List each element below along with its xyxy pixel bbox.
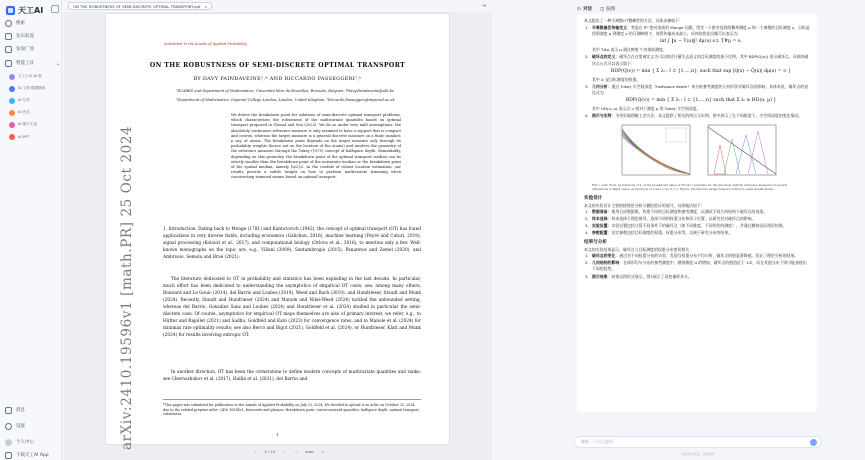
- pdf-viewer: [64, 0, 492, 460]
- list-item: [584, 25, 810, 53]
- item-title: 破坏点的定义: [592, 54, 616, 60]
- item-title: 破坏点的变化: [592, 253, 616, 259]
- sidebar-item-label: 搜索: [16, 21, 25, 26]
- affiliation-1: ¹ECARES and Department of Mathematics, Université libre de Bruxelles, Brussels, Belgium, ªDavy.Paindaveine@ulb.be: [176, 89, 395, 93]
- next-page-icon[interactable]: ›: [283, 448, 285, 454]
- document-tab-title: ON THE ROBUSTNESS OF SEMI-DISCRETE OPTIMAL TRANSPORT.pdf: [73, 3, 201, 9]
- answer-intro: 本文提出了一种半离散OT整峰性的方法，具体步骤如下：: [584, 18, 683, 23]
- item-text: ：为更好地理解上述方法，本文提供了相关的图示与实例，图中展示了在不同维度下，半空间深度的变化情况。: [611, 113, 803, 119]
- sidebar-item-label: 下载天工AI App: [16, 453, 49, 458]
- sidebar-item-label: 发布前置: [16, 34, 34, 39]
- sidebar-item-discover[interactable]: [5, 44, 59, 54]
- search-icon: [5, 20, 12, 27]
- chat-tabs: [577, 6, 615, 12]
- paper-authors: BY DAVY PAINDAVEINE¹,ª AND RICCARDO PASSEGGERI²,ᵇ: [193, 76, 362, 82]
- item-number: 1.: [585, 253, 589, 259]
- gear-icon: [5, 423, 12, 430]
- list-item: [584, 216, 810, 222]
- item-number: 4.: [585, 229, 589, 235]
- tool-item[interactable]: [9, 132, 59, 141]
- avatar: [5, 439, 12, 446]
- item-title: 几何分析: [592, 83, 608, 89]
- page-number: 1: [276, 432, 279, 437]
- list-item: [584, 274, 810, 280]
- chat-icon: ◷: [577, 6, 581, 12]
- item-number: 1.: [585, 25, 589, 31]
- zoom-in-icon[interactable]: +: [321, 448, 325, 454]
- section-heading: 结果与分析: [584, 240, 607, 246]
- sidebar-item-profile[interactable]: [5, 437, 59, 447]
- item-title: 样本选择: [592, 215, 608, 221]
- tab-mindmap[interactable]: [600, 6, 615, 12]
- item-number: 2.: [585, 260, 589, 266]
- item-text: ：样本选择于理论推导，选择不同的权重分布和原子位置，以研究其对破坏点的影响。: [607, 215, 756, 221]
- item-title: 半离散最优传输定义: [592, 25, 628, 31]
- brand-name: 天工AI: [18, 5, 44, 15]
- equation: inf ∫ ‖u − T(u)‖² dμ(u) s.t. T#μ = ν.: [659, 39, 743, 45]
- list-item: [584, 54, 810, 82]
- list-item: [584, 84, 810, 112]
- sidebar-item-label: 智能工具: [16, 61, 34, 66]
- tool-label: AI PPT: [18, 134, 30, 139]
- item-title: 数据准备: [592, 208, 608, 214]
- viewer-title-bar: [64, 0, 492, 12]
- phone-icon: [5, 452, 12, 459]
- intro-paragraph: The literature dedicated to OT in probability and statistics has been exploding in the last decade. In particular, much effort has been dedicated to understanding the asymptotics of empirical OT costs; see, among many others, Boissard and Le Gouic (2014), del Barrio and Loubes (2019), Weed and Bach (2019), and Hundrieser, Staudt and Munk (2024). Recently, Staudt and Hundrieser (2024) and Manole and Niles-Weed (2024) tackled the unbounded setting, whereas del Barrio, González Sanz and Loubes (2024) and Hundrieser et al. (2024) studied in particular the semi-discrete case. Of course, asymptotics for empirical OT maps themselves are also of primary interest; we refer, e.g., to Hütter and Rigollet (2021) and Sadhu, Goldfeld and Kato (2023) for convergence rates, and to Manole et al. (2024) for minimax rate optimality results; see also Berco and Bigot (2021), Goldfeld et al. (2024), or Hundrieser, Klatt and Munk (2024) for results involving entropic OT.: [163, 277, 421, 339]
- sidebar-item-label: 设置: [16, 424, 25, 429]
- tool-item[interactable]: [9, 84, 59, 93]
- item-text: ：结果以图形式展示，图2展示了双变量样本分。: [607, 273, 692, 279]
- tab-label: 脑图: [606, 7, 616, 12]
- chevron-up-icon: ▴: [56, 60, 59, 66]
- list-item: [584, 223, 810, 229]
- figure-thumbnails: [584, 121, 810, 183]
- sidebar-item-label: 消息: [16, 408, 25, 413]
- item-text: ：考虑在 ℝᵈ 绝对连续的 Monge 问题，给定一个绝对连续的概率测度 μ 和一个离散的目标测度 ν，目标是找到测度 μ 到测度 ν 的可测映射 T，使得传输成本最小。具体的优化问题可以表示为：: [592, 25, 810, 37]
- bell-icon: [5, 407, 12, 414]
- edit-icon: [5, 33, 12, 40]
- item-number: 2.: [585, 215, 589, 221]
- tool-label: AI 图片生成: [18, 122, 38, 126]
- document-icon: [9, 86, 15, 92]
- pdf-page: [106, 14, 449, 450]
- sidebar-item-label: 个人中心: [16, 440, 34, 445]
- pagination-bar: [224, 446, 354, 456]
- section-intro: 本文的实验结果显示，破坏点与目标测度的权重分布密切相关：: [584, 247, 693, 253]
- compass-icon: [5, 46, 12, 53]
- tool-label: AI 文档·数据精读: [18, 86, 46, 90]
- affiliation-2: ²Department of Mathematics, Imperial College London, London, United Kingdom, ᵇRiccardo.Passeggeri@imperial.ac.uk: [176, 98, 395, 102]
- intro-paragraph: 1. Introduction. Dating back to Monge (1781) and Kantorovich (1942), the concept of optimal transport (OT) has found applications in very diverse fields, including economics (Galichon, 2016), machine learning (Peyré and Cuturi, 2019), signal processing (Kolouri et al., 2017), and computational biology (Orlova et al., 2016), to mention only a few. Well-known monographs on the topic are, e.g., Villani (2009), Santambrogio (2015), Panaretos and Zemel (2020), and Ambrosio, Semola and Brué (2021).: [163, 227, 421, 261]
- page-indicator[interactable]: 1 / 15: [264, 448, 276, 454]
- item-text: ：使用合成数据集，构建不同的目标测度和参考测度，以测试不同几何结构下破坏点的表现。: [607, 208, 768, 214]
- item-number: 4.: [585, 113, 589, 119]
- mindmap-icon: ◫: [599, 6, 605, 12]
- item-text: ：在球形均匀分布的参考测度中，随着维度 d 的增加，破坏点的值趋近于 1/2，而在其他分布下则可能表现出不同的趋势。: [592, 260, 807, 272]
- list-item: [584, 113, 810, 119]
- item-title: 图示结果: [592, 273, 608, 279]
- figure-plot-left[interactable]: [614, 121, 694, 183]
- zoom-select[interactable]: auto: [305, 448, 314, 454]
- figure-caption: FIG 1. Left: Plots, as functions of n, of the breakdown value of OT (4.1) quantiles for the spherical uniform reference measures in several dimensions d. Right: same, as functions of n and λ, for d = 3. Figure: the discrete target measure with n(1) equal weight atoms...: [592, 183, 787, 191]
- equation-note: 其中 λᵢ 是目标测度的权重。: [592, 76, 641, 82]
- close-icon[interactable]: ×: [204, 3, 208, 9]
- list-item: [584, 209, 810, 215]
- item-title: 几何结构的影响: [592, 260, 620, 266]
- tool-label: 天工小米 AI 帮: [18, 74, 42, 78]
- item-text: ：设定参数包括目标测度的权重、权重分布等，以便于研究分布的结果。: [607, 229, 733, 235]
- pen-icon: [9, 98, 15, 104]
- equation-note: 其中 T#μ 表示 μ 通过映射 T 的推前测度。: [592, 47, 667, 53]
- tool-item[interactable]: [9, 96, 59, 105]
- running-head: Submitted to the Annals of Applied Probability: [164, 42, 247, 46]
- assistant-icon: [9, 74, 15, 80]
- chat-input[interactable]: [574, 436, 822, 448]
- equation: BDP(Q(ν)) = min { Σ λᵢ : I ⊂ {1,…,n}, such that sup |Q(x) − Q̃(x)| dμ(x) = ∞ }: [610, 68, 792, 74]
- item-title: 参数配置: [592, 229, 608, 235]
- tool-label: AI 音乐: [18, 110, 30, 114]
- equation-note: 其中 HD(u, μ) 表示点 u 相对于测度 μ 的 Tukey 半空间深度。: [592, 106, 701, 112]
- footnote: *This paper was submitted for publication to the Annals of Applied Probability on July 23, 2024. We decided to upload it on arXiv on October 25, 2024, due to the related preprint arXiv: 2410.16554v1. Keywords and phrases: Breakdown point, center-outward quantiles, halfspace depth, optimal transport, robustness.: [163, 399, 421, 417]
- item-number: 3.: [585, 222, 589, 228]
- tab-chat[interactable]: [577, 6, 592, 12]
- document-tab[interactable]: [68, 2, 212, 10]
- equation: BDP(Q(ν)) = min { Σ λᵢ : I ⊂ {1,…,n} such that Σ λᵢ ≥ HD(u, μ) }: [625, 98, 777, 104]
- panel-toggle-icon[interactable]: ⇥: [481, 3, 486, 9]
- sidebar-collapse-icon[interactable]: [51, 5, 59, 13]
- zoom-out-icon[interactable]: −: [294, 448, 298, 454]
- sidebar-item-label: 发现广场: [16, 47, 34, 52]
- sidebar-item-publish[interactable]: [5, 31, 59, 41]
- brand-logo[interactable]: [6, 4, 43, 16]
- logo-icon: [6, 6, 15, 15]
- item-text: ：实验设置包括计算不同条件下的破坏点（如不同维度，不同形状的测度），并通过模拟验证理论结果。: [607, 222, 787, 228]
- figure-plot-right[interactable]: [700, 121, 780, 183]
- image-icon: [9, 122, 15, 128]
- sidebar-item-messages[interactable]: [5, 405, 59, 415]
- tool-item[interactable]: [9, 120, 59, 129]
- sidebar-item-settings[interactable]: [5, 421, 59, 431]
- arxiv-stamp: arXiv:2410.19596v1 [math.PR] 25 Oct 2024: [119, 125, 135, 450]
- chat-panel: [493, 0, 865, 460]
- tool-item[interactable]: [9, 108, 59, 117]
- sidebar-item-search[interactable]: [5, 18, 59, 28]
- item-number: 1.: [585, 208, 589, 214]
- intro-paragraph: In another direction, OT has been the cornerstone to define modern concepts of multivariate quantiles and ranks; see Chernozhukov et al. (2017), Hallin et al. (2021), del Barrio and: [163, 370, 421, 383]
- tool-item[interactable]: [9, 72, 59, 81]
- send-icon[interactable]: [810, 439, 817, 446]
- item-title: 实验设置: [592, 222, 608, 228]
- sidebar-item-tools[interactable]: [5, 58, 59, 68]
- paper-abstract: We derive the breakdown point for solutions of semi-discrete optimal transport problems, which characterizes the robustness of the multivariate quantiles based on optimal transport proposed in Ghosal and Sen (2022). We do so under very mild assumptions: the absolutely continuous reference measure is only assumed to have a support that is compact and convex, whereas the target measure is a general discrete measure on a finite number, n say, of atoms. The breakdown point depends on the target measure only through its probability weights (hence not on the location of the atoms) and involves the geometry of the reference measure through the Tukey (1975) concept of halfspace depth. Remarkably, depending on this geometry, the breakdown point of the optimal transport median can be strictly smaller than the breakdown point of the univariate median or the breakdown point of the spatial median, namely ⌈n/2⌉/2. In the context of robust location estimation, our results provide a subtle insight on how to perform multivariate trimming when constructing trimmed means based on optimal transport.: [231, 113, 401, 180]
- sidebar: [0, 0, 62, 460]
- list-item: [584, 253, 810, 259]
- chat-input-placeholder: 继续一下以上提问: [581, 439, 613, 444]
- tab-label: 对话: [582, 7, 592, 12]
- section-intro: 本文的实验设计主要围绕理论分析与模拟验证的展开，具体做法如下：: [584, 202, 705, 208]
- item-text: ：通过对不同权重分布的实验，发现当权重分布不均匀时，破坏点的值显著降低。验证了理论分析的结果。: [615, 253, 799, 259]
- grid-icon: [5, 60, 12, 67]
- item-number: 3.: [585, 83, 589, 89]
- ai-answer: [577, 14, 817, 412]
- list-item: [584, 260, 810, 272]
- item-text: ：通过 Tukey 半空间深度（halfspace depth）来分析参考测度的几何形状对破坏点的影响。具体来说，破坏点的表达式为：: [592, 83, 808, 95]
- item-title: 图示与实例: [592, 113, 612, 119]
- item-text: ：破坏点在这里被定义为可以使估计量失去意义的目标测度的最小比例，其中 BDP(Q(ν)) 表示破坏点。具体的破坏点公式可以表示如下：: [592, 54, 809, 66]
- music-icon: [9, 110, 15, 116]
- section-heading: 实验设计: [584, 195, 603, 201]
- tool-label: AI 写作: [18, 98, 30, 102]
- item-number: 3.: [585, 273, 589, 279]
- item-number: 2.: [585, 54, 589, 60]
- sidebar-item-download[interactable]: [5, 450, 59, 460]
- prev-page-icon[interactable]: ‹: [254, 448, 257, 454]
- ai-disclaimer: 内容由AI生成，仅供参考: [681, 452, 715, 456]
- list-item: [584, 230, 810, 236]
- paper-title: ON THE ROBUSTNESS OF SEMI-DISCRETE OPTIMAL TRANSPORT: [149, 62, 406, 69]
- ppt-icon: [9, 134, 15, 140]
